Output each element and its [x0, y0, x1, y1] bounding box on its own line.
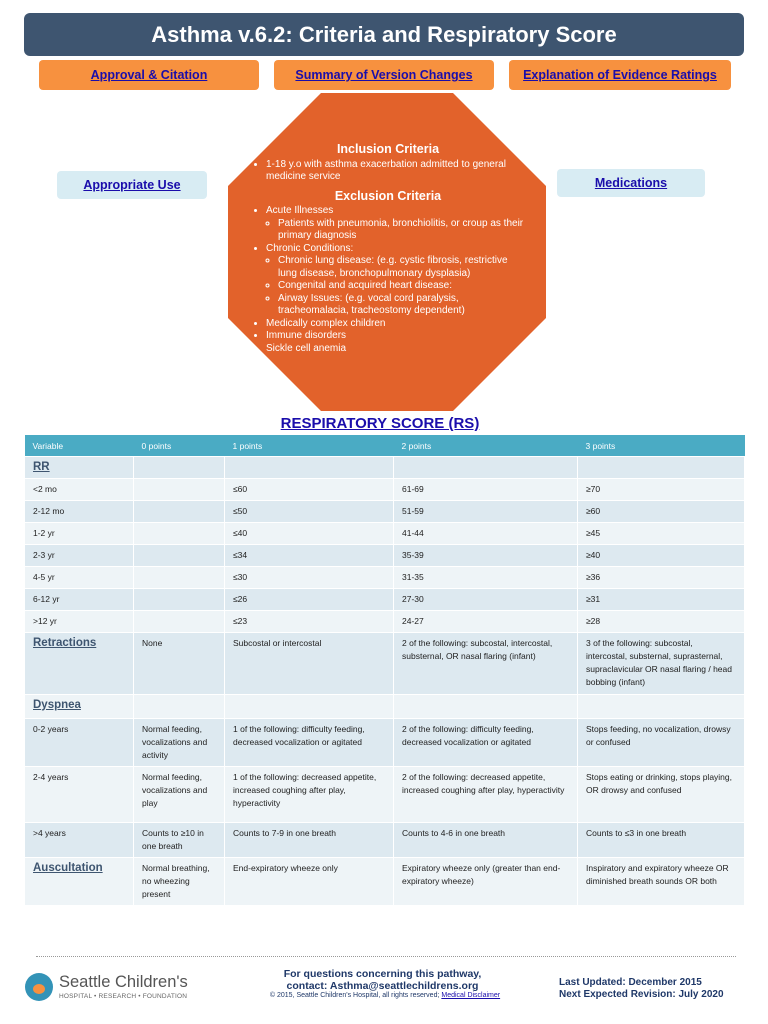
- score-cell: ≥45: [578, 523, 745, 545]
- score-cell: [134, 479, 225, 501]
- table-row: [25, 611, 745, 633]
- exclusion-chronic: • Chronic Conditions: ◦ Chronic lung disease: (e.g. cystic fibrosis, restrictive lung disease, bronchopulmonary dysplasia) ◦ Congenital and acquired heart disease: ◦ Airway Issues: (e.g. vocal cord paralysis, tracheomalacia, tracheostomy dependent): [266, 243, 524, 318]
- score-cell: [225, 457, 394, 479]
- score-cell: 2 of the following: subcostal, intercostal, substernal, OR nasal flaring (infant): [394, 633, 578, 695]
- score-cell: [578, 457, 745, 479]
- appropriate-use-link[interactable]: Appropriate Use: [83, 178, 181, 192]
- medications-link[interactable]: Medications: [594, 176, 668, 190]
- approval-citation-button[interactable]: [39, 60, 259, 90]
- logo-name: Seattle Children's: [59, 973, 188, 991]
- score-cell: ≥40: [578, 545, 745, 567]
- summary-changes-button[interactable]: [274, 60, 494, 90]
- variable-cell: 6-12 yr: [25, 589, 134, 611]
- approval-citation-link[interactable]: Approval & Citation: [90, 68, 208, 82]
- score-cell: Normal feeding, vocalizations and activity: [134, 719, 225, 767]
- table-row: [25, 589, 745, 611]
- score-cell: None: [134, 633, 225, 695]
- score-cell: Stops feeding, no vocalization, drowsy or confused: [578, 719, 745, 767]
- score-cell: ≥70: [578, 479, 745, 501]
- score-cell: ≥28: [578, 611, 745, 633]
- contact-line-2: contact: Asthma@seattlechildrens.org: [286, 980, 479, 992]
- table-row: [25, 523, 745, 545]
- score-cell: [134, 611, 225, 633]
- header-2-points: 2 points: [394, 435, 578, 457]
- respiratory-score-title: RESPIRATORY SCORE (RS): [280, 415, 480, 432]
- variable-cell: >4 years: [25, 823, 134, 858]
- score-cell: 2 of the following: decreased appetite, increased coughing after play, hyperactivity: [394, 767, 578, 823]
- table-row: [25, 719, 745, 767]
- table-body: [25, 457, 745, 906]
- table-row: [25, 767, 745, 823]
- evidence-ratings-link[interactable]: Explanation of Evidence Ratings: [523, 68, 717, 82]
- header-0-points: 0 points: [134, 435, 225, 457]
- score-cell: Inspiratory and expiratory wheeze OR diminished breath sounds OR both: [578, 858, 745, 906]
- score-cell: 41-44: [394, 523, 578, 545]
- chronic-item: ◦ Chronic lung disease: (e.g. cystic fibrosis, restrictive lung disease, bronchopulmonary dysplasia): [278, 255, 524, 280]
- exclusion-item: • Medically complex children: [266, 318, 524, 331]
- variable-cell: 2-4 years: [25, 767, 134, 823]
- score-cell: ≤40: [225, 523, 394, 545]
- score-cell: ≤26: [225, 589, 394, 611]
- summary-changes-link[interactable]: Summary of Version Changes: [295, 68, 473, 82]
- score-cell: ≤50: [225, 501, 394, 523]
- table-row: [25, 823, 745, 858]
- score-cell: Subcostal or intercostal: [225, 633, 394, 695]
- score-cell: [225, 695, 394, 719]
- exclusion-item: • Sickle cell anemia: [266, 343, 524, 356]
- contact-line-1: For questions concerning this pathway,: [283, 968, 482, 980]
- variable-cell: 4-5 yr: [25, 567, 134, 589]
- score-cell: ≤60: [225, 479, 394, 501]
- score-cell: [134, 567, 225, 589]
- score-cell: ≥36: [578, 567, 745, 589]
- variable-cell: 1-2 yr: [25, 523, 134, 545]
- score-cell: ≤34: [225, 545, 394, 567]
- medical-disclaimer-link[interactable]: Medical Disclaimer: [441, 992, 501, 999]
- table-row: [25, 545, 745, 567]
- header-1-points: 1 points: [225, 435, 394, 457]
- score-cell: Normal feeding, vocalizations and play: [134, 767, 225, 823]
- header-3-points: 3 points: [578, 435, 745, 457]
- copyright: [240, 992, 530, 999]
- revision-info: [559, 977, 724, 1001]
- variable-cell: 0-2 years: [25, 719, 134, 767]
- score-cell: ≥60: [578, 501, 745, 523]
- inclusion-item: • 1-18 y.o with asthma exacerbation admitted to general medicine service: [266, 159, 524, 184]
- score-cell: 61-69: [394, 479, 578, 501]
- score-cell: [134, 457, 225, 479]
- logo-globe-icon: [25, 973, 53, 1001]
- logo-subtitle: HOSPITAL • RESEARCH • FOUNDATION: [59, 993, 188, 1000]
- score-cell: Stops eating or drinking, stops playing, OR drowsy and confused: [578, 767, 745, 823]
- variable-cell: 2-12 mo: [25, 501, 134, 523]
- page-title: Asthma v.6.2: Criteria and Respiratory Score: [24, 13, 744, 56]
- table-row: [25, 501, 745, 523]
- exclusion-item: • Immune disorders: [266, 330, 524, 343]
- score-cell: ≥31: [578, 589, 745, 611]
- category-cell: Dyspnea: [25, 695, 134, 719]
- score-cell: ≤30: [225, 567, 394, 589]
- score-cell: [394, 457, 578, 479]
- variable-cell: >12 yr: [25, 611, 134, 633]
- score-cell: End-expiratory wheeze only: [225, 858, 394, 906]
- chronic-item: ◦ Congenital and acquired heart disease:: [278, 280, 524, 293]
- score-cell: Counts to ≥10 in one breath: [134, 823, 225, 858]
- score-cell: ≤23: [225, 611, 394, 633]
- category-cell: Retractions: [25, 633, 134, 695]
- appropriate-use-button[interactable]: [57, 171, 207, 199]
- score-cell: [394, 695, 578, 719]
- score-cell: [134, 695, 225, 719]
- score-cell: [134, 589, 225, 611]
- table-row: [25, 567, 745, 589]
- score-cell: 1 of the following: decreased appetite, increased coughing after play, hyperactivity: [225, 767, 394, 823]
- next-revision: Next Expected Revision: July 2020: [559, 989, 724, 1000]
- table-row: [25, 695, 745, 719]
- inclusion-title: Inclusion Criteria: [336, 142, 440, 156]
- exclusion-acute: • Acute Illnesses ◦ Patients with pneumonia, bronchiolitis, or croup as their primary diagnosis: [266, 205, 524, 243]
- score-cell: Expiratory wheeze only (greater than end-expiratory wheeze): [394, 858, 578, 906]
- table-row: [25, 633, 745, 695]
- score-cell: 31-35: [394, 567, 578, 589]
- criteria-octagon: [228, 93, 546, 411]
- table-row: [25, 479, 745, 501]
- respiratory-score-table: [24, 435, 745, 906]
- header-variable: Variable: [25, 435, 134, 457]
- medications-button[interactable]: [557, 169, 705, 197]
- score-cell: Counts to ≤3 in one breath: [578, 823, 745, 858]
- score-cell: 3 of the following: subcostal, intercostal, substernal, suprasternal, supraclavicular OR nasal flaring / head bobbing (infant): [578, 633, 745, 695]
- exclusion-acute-sub: ◦ Patients with pneumonia, bronchiolitis, or croup as their primary diagnosis: [278, 218, 524, 243]
- score-cell: [578, 695, 745, 719]
- score-cell: Normal breathing, no wheezing present: [134, 858, 225, 906]
- evidence-ratings-button[interactable]: [509, 60, 731, 90]
- score-cell: [134, 545, 225, 567]
- last-updated: Last Updated: December 2015: [559, 977, 702, 988]
- score-cell: 1 of the following: difficulty feeding, decreased vocalization or agitated: [225, 719, 394, 767]
- footer-divider: [36, 956, 736, 957]
- exclusion-title: Exclusion Criteria: [334, 188, 442, 203]
- category-cell: Auscultation: [25, 858, 134, 906]
- score-cell: 35-39: [394, 545, 578, 567]
- table-row: [25, 858, 745, 906]
- score-cell: 51-59: [394, 501, 578, 523]
- category-cell: RR: [25, 457, 134, 479]
- score-cell: 24-27: [394, 611, 578, 633]
- table-row: [25, 457, 745, 479]
- score-cell: 27-30: [394, 589, 578, 611]
- variable-cell: 2-3 yr: [25, 545, 134, 567]
- score-cell: [134, 523, 225, 545]
- contact-info: [250, 968, 515, 992]
- score-cell: Counts to 4-6 in one breath: [394, 823, 578, 858]
- chronic-item: ◦ Airway Issues: (e.g. vocal cord paralysis, tracheomalacia, tracheostomy dependent): [278, 293, 524, 318]
- copyright-text: © 2015, Seattle Children's Hospital, all rights reserved;: [269, 992, 440, 999]
- score-cell: [134, 501, 225, 523]
- seattle-childrens-logo: [25, 970, 215, 1010]
- score-cell: Counts to 7-9 in one breath: [225, 823, 394, 858]
- table-header-row: [25, 435, 745, 457]
- criteria-content: [252, 141, 524, 355]
- variable-cell: <2 mo: [25, 479, 134, 501]
- score-cell: 2 of the following: difficulty feeding, decreased vocalization or agitated: [394, 719, 578, 767]
